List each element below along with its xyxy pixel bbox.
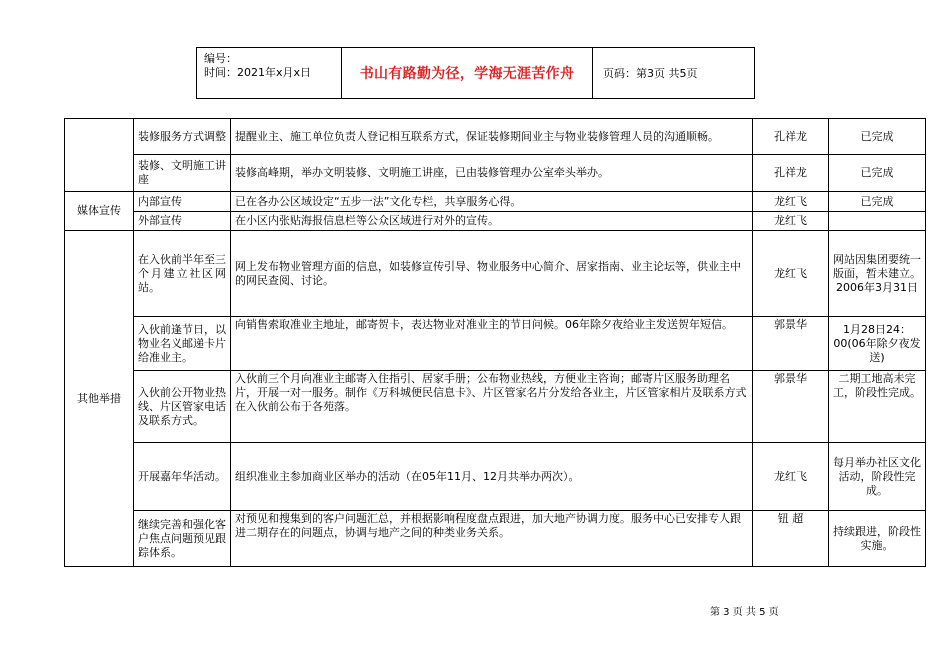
desc-cell: 入伙前三个月向准业主邮寄入住指引、居家手册；公布物业热线，方便业主咨询；邮寄片区服务助理名片，开展一对一服务。制作《万科城便民信息卡》、片区管家名片分发给各业主，片区管家相片及联系方式在入伙前公布于各苑落。: [231, 371, 753, 443]
table-row: [65, 119, 926, 155]
person-cell: 钮 超: [753, 511, 829, 567]
desc-cell: 网上发布物业管理方面的信息，如装修宣传引导、物业服务中心简介、居家指南、业主论坛等，供业主中的网民查阅、讨论。: [231, 231, 753, 317]
desc-cell: 已在各办公区域设定“五步一法”文化专栏，共享服务心得。: [231, 192, 753, 212]
number-label: 编号：: [204, 52, 237, 65]
person-cell: 郭景华: [753, 371, 829, 443]
status-cell: 1月28日24：00(06年除夕夜发送): [829, 317, 926, 371]
status-cell: 已完成: [829, 119, 926, 155]
item-cell: 装修、文明施工讲座: [134, 155, 231, 192]
person-cell: 龙红飞: [753, 212, 829, 231]
table-row: [65, 317, 926, 371]
category-cell: 媒体宣传: [65, 192, 134, 231]
item-cell: 内部宣传: [134, 192, 231, 212]
category-cell: 其他举措: [65, 231, 134, 567]
person-cell: 孔祥龙: [753, 119, 829, 155]
status-cell: 已完成: [829, 155, 926, 192]
item-cell: 外部宣传: [134, 212, 231, 231]
item-cell: 继续完善和强化客户焦点问题预见跟踪体系。: [134, 511, 231, 567]
item-cell: 入伙前公开物业热线、片区管家电话及联系方式。: [134, 371, 231, 443]
measures-table: [64, 118, 926, 567]
status-cell: [829, 212, 926, 231]
item-cell: 开展嘉年华活动。: [134, 443, 231, 511]
status-cell: 持续跟进，阶段性实施。: [829, 511, 926, 567]
item-cell: 装修服务方式调整: [134, 119, 231, 155]
person-cell: 孔祥龙: [753, 155, 829, 192]
status-cell: 每月举办社区文化活动，阶段性完成。: [829, 443, 926, 511]
person-cell: 龙红飞: [753, 192, 829, 212]
table-row: [65, 155, 926, 192]
item-cell: 入伙前逢节日，以物业名义邮递卡片给准业主。: [134, 317, 231, 371]
table-row: [65, 443, 926, 511]
table-row: [65, 192, 926, 212]
desc-cell: 对预见和搜集到的客户问题汇总，并根据影响程度盘点跟进，加大地产协调力度。服务中心已安排专人跟进二期存在的问题点，协调与地产之间的种类业务关系。: [231, 511, 753, 567]
table-row: [65, 212, 926, 231]
desc-cell: 提醒业主、施工单位负责人登记相互联系方式，保证装修期间业主与物业装修管理人员的沟通顺畅。: [231, 119, 753, 155]
status-cell: 已完成: [829, 192, 926, 212]
table-row: [65, 231, 926, 317]
time-label: 时间：2021年x月x日: [204, 66, 312, 79]
desc-cell: 装修高峰期，举办文明装修、文明施工讲座，已由装修管理办公室牵头举办。: [231, 155, 753, 192]
person-cell: 龙红飞: [753, 443, 829, 511]
person-cell: 龙红飞: [753, 231, 829, 317]
status-cell: 网站因集团要统一版面，暂未建立。2006年3月31日: [829, 231, 926, 317]
person-cell: 郭景华: [753, 317, 829, 371]
page-footer: 第 3 页 共 5 页: [710, 607, 779, 618]
table-row: [65, 511, 926, 567]
desc-cell: 向销售索取准业主地址，邮寄贺卡，表达物业对准业主的节日问候。06年除夕夜给业主发送贺年短信。: [231, 317, 753, 371]
page-header: [196, 47, 755, 99]
category-cell: [65, 119, 134, 192]
desc-cell: 组织准业主参加商业区举办的活动（在05年11月、12月共举办两次）。: [231, 443, 753, 511]
header-motto: 书山有路勤为径，学海无涯苦作舟: [342, 48, 593, 98]
header-meta: [197, 48, 342, 98]
status-cell: 二期工地高未完工，阶段性完成。: [829, 371, 926, 443]
table-row: [65, 371, 926, 443]
header-page-label: 页码：第3页 共5页: [603, 67, 698, 80]
desc-cell: 在小区内张贴海报信息栏等公众区域进行对外的宣传。: [231, 212, 753, 231]
item-cell: 在入伙前半年至三个月建立社区网站。: [134, 231, 231, 317]
